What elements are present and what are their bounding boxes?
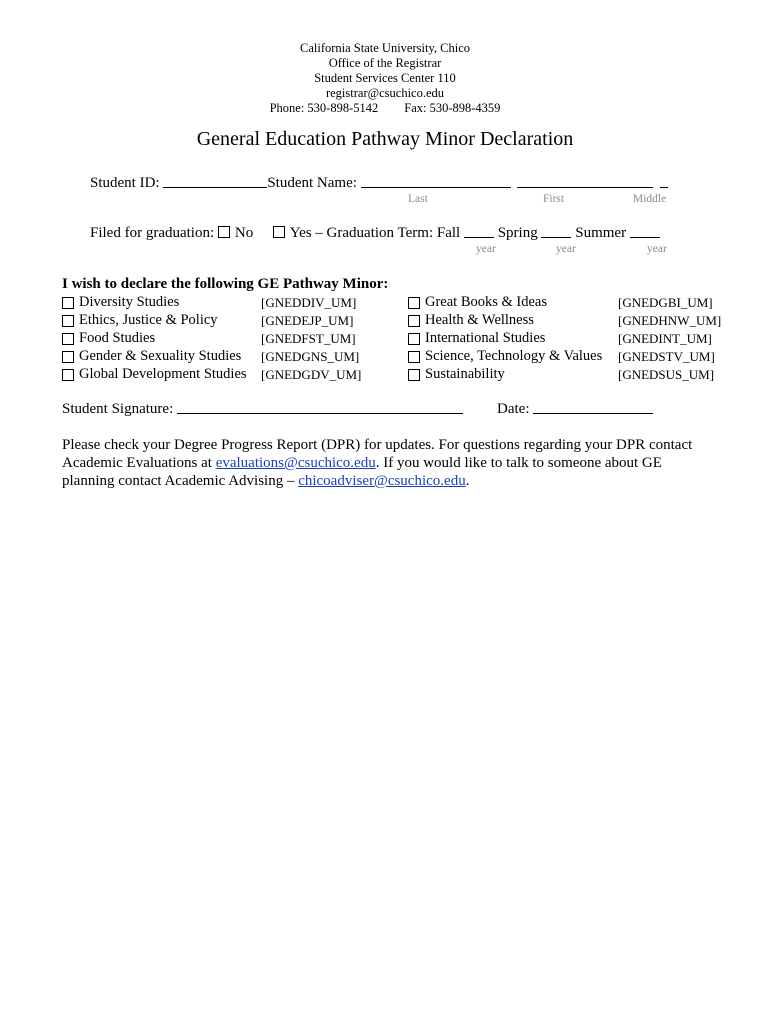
fall-year-hint: year [476, 243, 496, 255]
evaluations-email-link[interactable]: evaluations@csuchico.edu [215, 455, 376, 471]
header-email: registrar@csuchico.edu [325, 86, 445, 100]
option-code: [GNEDEJP_UM] [261, 312, 354, 328]
note-line-3-pre: planning contact Academic Advising – [62, 473, 299, 489]
option-label: Health & Wellness [425, 312, 534, 328]
option-label: Food Studies [79, 330, 156, 346]
signature-row [62, 401, 463, 418]
spring-year-field[interactable] [541, 237, 571, 238]
note-line-3-post: . [465, 473, 470, 489]
option-checkbox[interactable] [408, 351, 420, 363]
header-office: Office of the Registrar [328, 56, 442, 70]
graduation-row [90, 225, 660, 242]
graduation-yes-checkbox[interactable] [273, 226, 285, 238]
note-line-2-post: . If you would like to talk to someone about GE [375, 455, 662, 471]
option-label: Science, Technology & Values [425, 348, 603, 364]
option-checkbox[interactable] [62, 315, 74, 327]
option-code: [GNEDGBI_UM] [618, 294, 713, 310]
page-title: General Education Pathway Minor Declaration [196, 128, 574, 150]
student-id-label: Student ID: [90, 175, 160, 191]
option-code: [GNEDSUS_UM] [618, 366, 715, 382]
option-label: Global Development Studies [79, 366, 247, 382]
header-university: California State University, Chico [300, 41, 470, 55]
option-code: [GNEDINT_UM] [618, 330, 712, 346]
date-field[interactable] [533, 413, 653, 414]
option-label: Diversity Studies [79, 294, 180, 310]
option-international[interactable] [408, 330, 712, 347]
option-health[interactable] [408, 312, 721, 329]
option-gender[interactable] [62, 348, 359, 365]
date-row [497, 401, 653, 418]
middle-name-hint: Middle [633, 193, 667, 205]
first-name-field[interactable] [517, 187, 653, 188]
student-info-row [90, 175, 668, 192]
header-phone: Phone: 530-898-5142 [269, 101, 379, 115]
summer-year-hint: year [647, 243, 667, 255]
signature-field[interactable] [177, 413, 463, 414]
summer-label: Summer [575, 225, 627, 241]
graduation-no-label: No [234, 225, 254, 241]
graduation-label: Filed for graduation: [90, 225, 215, 241]
fall-year-field[interactable] [464, 237, 494, 238]
option-code: [GNEDGNS_UM] [261, 348, 360, 364]
signature-label: Student Signature: [62, 401, 174, 417]
option-ethics[interactable] [62, 312, 353, 329]
option-code: [GNEDGDV_UM] [261, 366, 362, 382]
option-science[interactable] [408, 348, 715, 365]
middle-name-field[interactable] [660, 187, 668, 188]
option-label: Great Books & Ideas [425, 294, 548, 310]
option-great-books[interactable] [408, 294, 713, 311]
note-line-2 [62, 455, 662, 472]
option-checkbox[interactable] [62, 333, 74, 345]
note-line-3 [62, 473, 469, 490]
adviser-email-link[interactable]: chicoadviser@csuchico.edu [298, 473, 466, 489]
option-checkbox[interactable] [408, 315, 420, 327]
option-diversity[interactable] [62, 294, 356, 311]
option-checkbox[interactable] [408, 297, 420, 309]
option-code: [GNEDFST_UM] [261, 330, 356, 346]
option-checkbox[interactable] [62, 369, 74, 381]
option-sustainability[interactable] [408, 366, 714, 383]
option-global[interactable] [62, 366, 361, 383]
header-contact [0, 101, 770, 116]
option-food[interactable] [62, 330, 356, 347]
note-line-1: Please check your Degree Progress Report (DPR) for updates. For questions regarding your DPR contact [62, 437, 693, 453]
declare-heading: I wish to declare the following GE Pathway Minor: [62, 276, 389, 292]
option-code: [GNEDHNW_UM] [618, 312, 722, 328]
option-checkbox[interactable] [62, 297, 74, 309]
note-line-2-pre: Academic Evaluations at [62, 455, 216, 471]
option-label: International Studies [425, 330, 546, 346]
option-checkbox[interactable] [408, 369, 420, 381]
last-name-hint: Last [408, 193, 428, 205]
first-name-hint: First [543, 193, 565, 205]
last-name-field[interactable] [361, 187, 511, 188]
student-name-label: Student Name: [267, 175, 357, 191]
graduation-no-checkbox[interactable] [218, 226, 230, 238]
option-label: Ethics, Justice & Policy [79, 312, 218, 328]
option-label: Sustainability [425, 366, 505, 382]
option-code: [GNEDDIV_UM] [261, 294, 357, 310]
header-location: Student Services Center 110 [314, 71, 456, 85]
option-checkbox[interactable] [62, 351, 74, 363]
fall-label: Fall [436, 225, 461, 241]
spring-year-hint: year [556, 243, 576, 255]
spring-label: Spring [497, 225, 538, 241]
option-checkbox[interactable] [408, 333, 420, 345]
summer-year-field[interactable] [630, 237, 660, 238]
student-id-field[interactable] [163, 187, 267, 188]
header-fax: Fax: 530-898-4359 [404, 101, 501, 115]
option-code: [GNEDSTV_UM] [618, 348, 715, 364]
graduation-yes-label: Yes – Graduation Term: [289, 225, 434, 241]
option-label: Gender & Sexuality Studies [79, 348, 242, 364]
date-label: Date: [497, 401, 530, 417]
